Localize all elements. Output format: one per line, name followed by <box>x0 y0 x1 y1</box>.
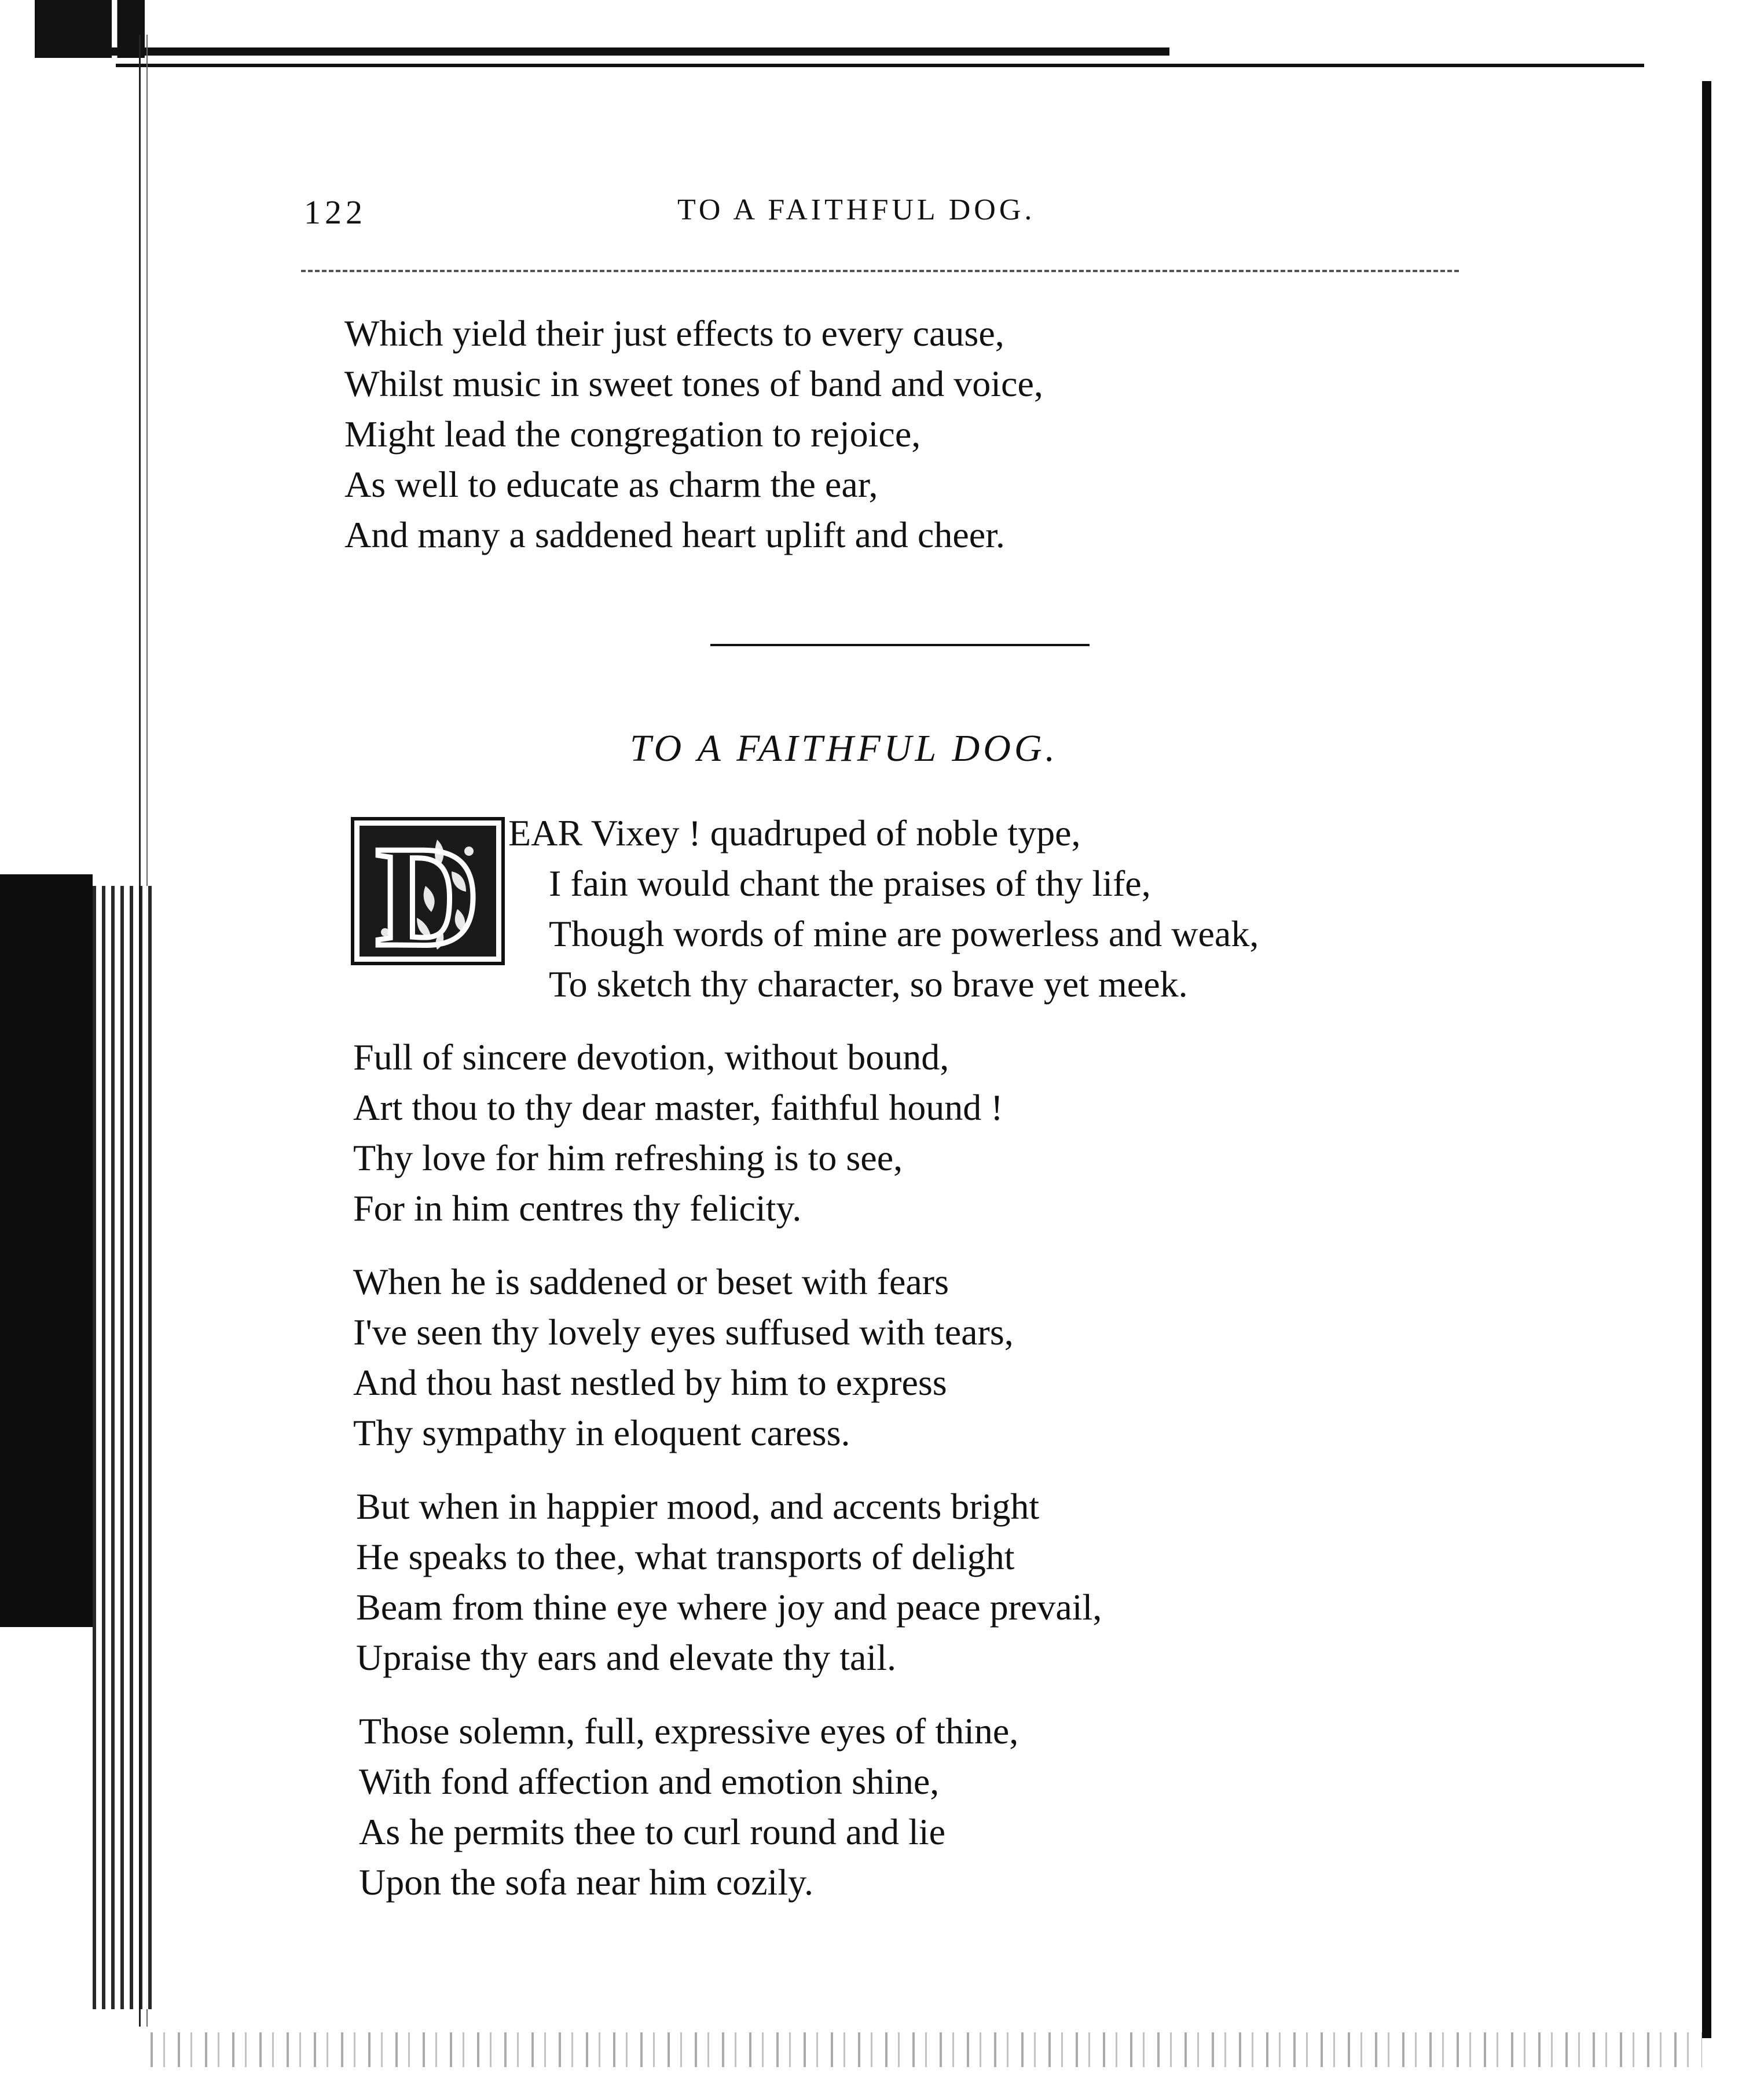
stanza-3 <box>353 1256 1014 1458</box>
verse-line: Which yield their just effects to every cause, <box>344 313 1004 354</box>
svg-text:D: D <box>375 816 481 966</box>
verse-line: I fain would chant the praises of thy life, <box>549 863 1151 904</box>
verse-line: Might lead the congregation to rejoice, <box>344 413 921 455</box>
verse-line: With fond affection and emotion shine, <box>359 1761 940 1802</box>
previous-poem-ending <box>344 308 1043 560</box>
verse-line: And thou hast nestled by him to express <box>353 1362 947 1403</box>
verse-line: Thy sympathy in eloquent caress. <box>353 1412 850 1453</box>
verse-line: As he permits thee to curl round and lie <box>359 1811 946 1852</box>
verse-line: As well to educate as charm the ear, <box>344 464 878 505</box>
verse-line: He speaks to thee, what transports of delight <box>356 1536 1015 1577</box>
ornamental-drop-cap-icon <box>350 816 505 966</box>
verse-line: Though words of mine are powerless and weak, <box>549 913 1259 954</box>
verse-line: To sketch thy character, so brave yet meek. <box>549 963 1188 1005</box>
verse-line: And many a saddened heart uplift and cheer. <box>344 514 1005 555</box>
verse-line: Full of sincere devotion, without bound, <box>353 1036 949 1078</box>
scan-artifact-page-edges <box>93 886 156 2009</box>
header-rule <box>301 270 1459 272</box>
section-divider <box>710 644 1090 646</box>
page-number: 122 <box>304 193 366 231</box>
verse-line: EAR Vixey ! quadruped of noble type, <box>508 812 1081 853</box>
running-title: TO A FAITHFUL DOG. <box>677 193 1036 226</box>
verse-line: Art thou to thy dear master, faithful hound ! <box>353 1087 1003 1128</box>
running-head <box>304 188 1114 240</box>
verse-line: For in him centres thy felicity. <box>353 1188 802 1229</box>
verse-line: But when in happier mood, and accents bright <box>356 1486 1040 1527</box>
verse-line: Upon the sofa near him cozily. <box>359 1862 813 1903</box>
drop-cap <box>350 816 505 966</box>
scan-artifact-top-bar <box>110 47 1169 56</box>
stanza-2 <box>353 1032 1003 1233</box>
scan-artifact-bottom-noise <box>151 2032 1702 2067</box>
verse-line: Beam from thine eye where joy and peace prevail, <box>356 1587 1102 1628</box>
verse-line: Whilst music in sweet tones of band and voice, <box>344 363 1043 404</box>
scan-artifact-left-shadow <box>0 874 93 1627</box>
stanza-1 <box>508 808 1259 1009</box>
verse-line: Thy love for him refreshing is to see, <box>353 1137 903 1178</box>
verse-line: When he is saddened or beset with fears <box>353 1261 949 1302</box>
poem-title: TO A FAITHFUL DOG. <box>630 727 1059 770</box>
scan-artifact-right-edge <box>1702 81 1711 2038</box>
verse-line: I've seen thy lovely eyes suffused with tears, <box>353 1311 1014 1353</box>
verse-line: Those solemn, full, expressive eyes of thine, <box>359 1710 1019 1752</box>
verse-line: Upraise thy ears and elevate thy tail. <box>356 1637 896 1678</box>
stanza-5 <box>359 1706 1018 1907</box>
stanza-4 <box>356 1481 1102 1683</box>
scan-artifact-top-line <box>116 64 1644 67</box>
